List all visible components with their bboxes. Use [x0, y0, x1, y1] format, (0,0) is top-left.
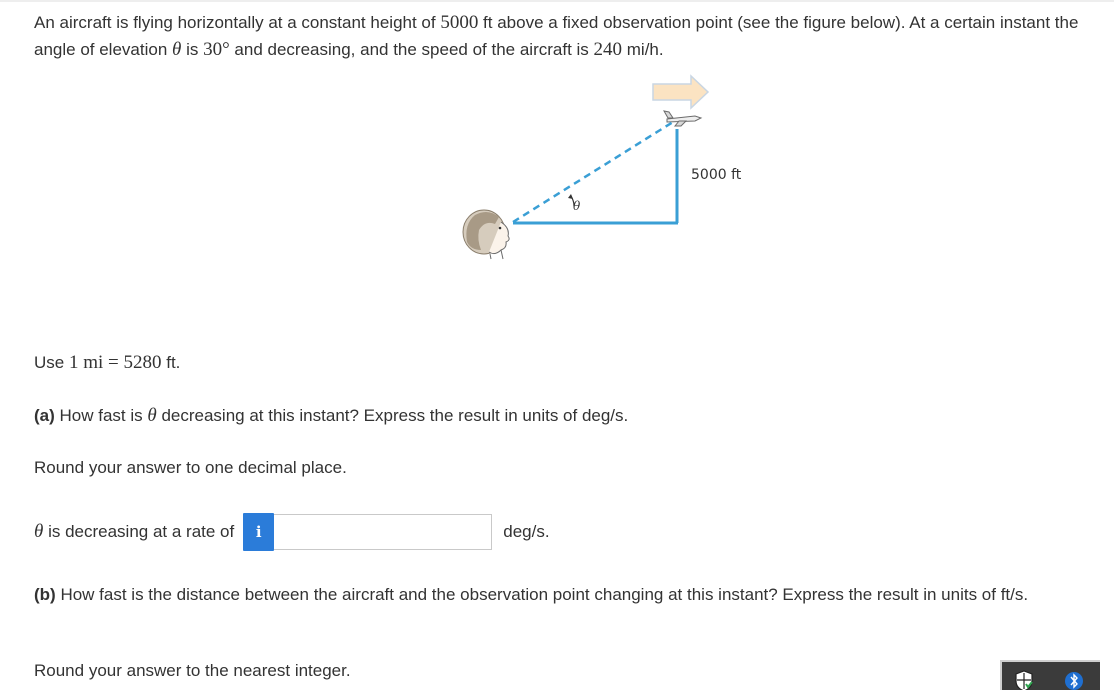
- info-icon[interactable]: i: [243, 513, 274, 551]
- speed-value: 240: [593, 39, 623, 60]
- height-value: 5000: [440, 12, 479, 33]
- angle-value: 30°: [203, 39, 230, 60]
- shield-icon[interactable]: [1014, 670, 1034, 690]
- part-a-rounding: Round your answer to one decimal place.: [34, 458, 347, 477]
- part-a-question: (a) How fast is θ decreasing at this instant? Express the result in units of deg/s.: [34, 405, 629, 426]
- part-a-answer-row: [34, 512, 550, 552]
- part-b-label: (b): [34, 585, 56, 604]
- angle-label: θ: [573, 199, 581, 213]
- height-label: 5000 ft: [691, 167, 742, 183]
- conversion-note: Use 1 mi = 5280 ft.: [34, 352, 181, 373]
- bluetooth-icon[interactable]: [1064, 670, 1084, 690]
- aircraft-diagram: [455, 72, 775, 272]
- problem-statement: An aircraft is flying horizontally at a constant height of 5000 ft above a fixed observation point (see the figure below). At a certain instant the angle of elevation θ is 30° and decreasing, and the speed of the aircraft is 240 mi/h.: [34, 12, 1079, 60]
- system-tray: [1000, 660, 1100, 690]
- observer-head-icon: [463, 210, 509, 259]
- answer-a-prefix: θ is decreasing at a rate of: [34, 521, 235, 542]
- part-a-label: (a): [34, 406, 55, 425]
- line-of-sight: [513, 122, 673, 222]
- direction-arrow-icon: [653, 76, 708, 108]
- part-b-rounding: Round your answer to the nearest integer.: [34, 661, 351, 680]
- theta-symbol: θ: [172, 39, 182, 60]
- aircraft-figure: [455, 72, 775, 272]
- answer-a-input[interactable]: [274, 514, 492, 550]
- answer-a-unit: deg/s.: [503, 522, 550, 541]
- part-b-question: (b) How fast is the distance between the aircraft and the observation point changing at this instant? Express the result in units of ft/s.: [34, 585, 1029, 604]
- conversion-formula: 1 mi = 5280: [68, 352, 162, 373]
- page-top-edge: [0, 0, 1114, 2]
